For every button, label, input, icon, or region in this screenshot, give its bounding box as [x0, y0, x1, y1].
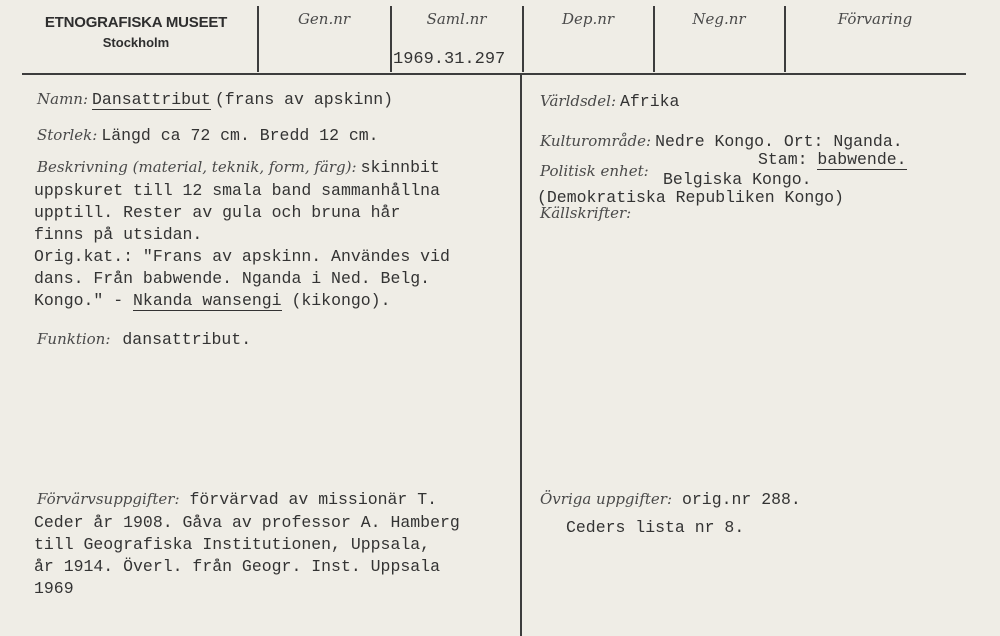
namn-field	[37, 90, 393, 109]
beskrivning-line: dans. Från babwende. Nganda i Ned. Belg.	[34, 269, 431, 288]
dep-nr-label: Dep.nr	[561, 10, 615, 28]
kultur-value: Nedre Kongo. Ort: Nganda.	[655, 132, 903, 151]
ovriga-line2: Ceders lista nr 8.	[566, 518, 745, 537]
forvarv-text	[34, 512, 460, 600]
forvarv-field	[37, 490, 437, 509]
beskrivning-field	[37, 158, 440, 177]
kultur-field	[540, 132, 903, 151]
beskrivning-line: finns på utsidan.	[34, 225, 203, 244]
forvarv-line: år 1914. Överl. från Geogr. Inst. Uppsala	[34, 557, 440, 576]
forvaring-label: Förvaring	[837, 10, 913, 28]
saml-nr-value: 1969.31.297	[393, 50, 506, 69]
kultur-label: Kulturområde:	[540, 132, 652, 150]
forvarv-line: till Geografiska Institutionen, Uppsala,	[34, 535, 431, 554]
varldsdel-value: Afrika	[620, 92, 680, 111]
varldsdel-label: Världsdel:	[540, 92, 616, 110]
namn-value: Dansattribut	[92, 90, 211, 109]
forvarv-line: 1969	[34, 579, 74, 598]
saml-nr-label: Saml.nr	[426, 10, 487, 28]
storlek-value: Längd ca 72 cm. Bredd 12 cm.	[101, 126, 379, 145]
beskrivning-line	[34, 290, 450, 312]
forvarv-label: Förvärvsuppgifter:	[37, 490, 180, 508]
beskrivning-text	[34, 180, 450, 312]
varldsdel-field	[540, 92, 679, 111]
neg-nr-label: Neg.nr	[692, 10, 746, 28]
beskrivning-last-post: (kikongo).	[281, 291, 391, 310]
column-divider	[520, 74, 522, 636]
ovriga-label: Övriga uppgifter:	[540, 490, 672, 508]
header-rule	[22, 73, 966, 75]
gen-nr-label: Gen.nr	[297, 10, 351, 28]
museum-name: ETNOGRAFISKA MUSEET	[44, 14, 228, 31]
beskrivning-line: Orig.kat.: "Frans av apskinn. Användes vid	[34, 247, 450, 266]
beskrivning-label: Beskrivning (material, teknik, form, färg):	[37, 158, 357, 176]
forvarv-first: förvärvad av missionär T.	[189, 490, 438, 509]
stam-value: babwende.	[817, 150, 907, 169]
forvarv-line: Ceder år 1908. Gåva av professor A. Hamberg	[34, 513, 460, 532]
beskrivning-line: uppskuret till 12 smala band sammanhållna	[34, 181, 440, 200]
ovriga-field	[540, 490, 801, 509]
beskrivning-last-pre: Kongo." -	[34, 291, 134, 310]
ovriga-value: orig.nr 288.	[682, 490, 801, 509]
funktion-label: Funktion:	[37, 330, 111, 348]
kallskrifter-label: Källskrifter:	[540, 204, 632, 222]
storlek-field	[37, 126, 379, 145]
politisk-label: Politisk enhet:	[540, 162, 649, 180]
native-name: Nkanda wansengi	[133, 291, 282, 310]
namn-label: Namn:	[37, 90, 89, 108]
stam-field	[758, 150, 907, 169]
museum-city: Stockholm	[102, 35, 170, 50]
beskrivning-line: upptill. Rester av gula och bruna hår	[34, 203, 401, 222]
politisk-value: Belgiska Kongo.	[663, 170, 812, 189]
funktion-value: dansattribut.	[122, 330, 252, 349]
stam-label: Stam:	[758, 150, 808, 169]
museum-header	[22, 14, 250, 50]
beskrivning-first: skinnbit	[360, 158, 440, 177]
funktion-field	[37, 330, 251, 349]
storlek-label: Storlek:	[37, 126, 98, 144]
namn-extra: (frans av apskinn)	[214, 90, 394, 109]
politisk-value2: (Demokratiska Republiken Kongo)	[537, 188, 844, 207]
